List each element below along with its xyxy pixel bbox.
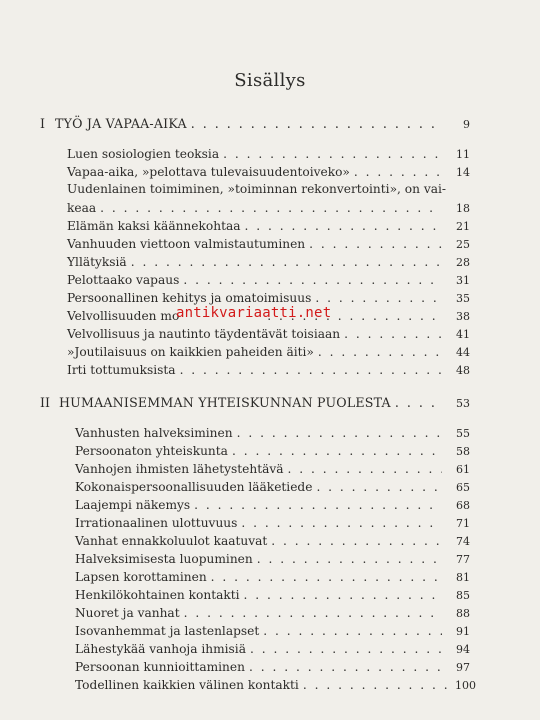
entry-title: Luen sosiologien teoksia bbox=[67, 147, 220, 161]
toc-entry bbox=[75, 587, 470, 604]
leader-dots bbox=[240, 587, 442, 603]
entry-page: 31 bbox=[456, 274, 470, 287]
part-title: HUMAANISEMMAN YHTEISKUNNAN PUOLESTA bbox=[59, 395, 391, 410]
toc-entry bbox=[75, 515, 470, 532]
leader-dots bbox=[179, 272, 442, 288]
leader-dots bbox=[207, 569, 442, 585]
entry-title: Lähestykää vanhoja ihmisiä bbox=[75, 642, 246, 656]
leader-dots bbox=[180, 605, 442, 621]
toc-entry bbox=[67, 200, 470, 217]
entry-page: 74 bbox=[456, 535, 470, 548]
entry-title: Persoonan kunnioittaminen bbox=[75, 660, 245, 674]
entry-page: 94 bbox=[456, 643, 470, 656]
entry-title: Isovanhemmat ja lastenlapset bbox=[75, 624, 260, 638]
toc-entry bbox=[67, 146, 470, 163]
leader-dots bbox=[391, 395, 442, 410]
leader-dots bbox=[311, 290, 442, 306]
part-number: II bbox=[40, 395, 50, 410]
entry-page: 71 bbox=[456, 517, 470, 530]
toc-entry bbox=[75, 461, 470, 478]
leader-dots bbox=[245, 659, 442, 675]
leader-dots bbox=[237, 515, 442, 531]
entry-page: 77 bbox=[456, 553, 470, 566]
leader-dots bbox=[241, 218, 443, 234]
entry-title: »Joutilaisuus on kaikkien paheiden äiti» bbox=[67, 345, 314, 359]
entry-page: 81 bbox=[456, 571, 470, 584]
toc-entry bbox=[67, 272, 470, 289]
entry-title: Irti tottumuksista bbox=[67, 363, 176, 377]
leader-dots bbox=[253, 551, 442, 567]
page-title: Sisällys bbox=[234, 70, 306, 91]
entry-page: 25 bbox=[456, 238, 470, 251]
entry-page: 14 bbox=[456, 166, 470, 179]
toc-entry bbox=[75, 479, 470, 496]
leader-dots bbox=[228, 443, 442, 459]
entry-page: 18 bbox=[456, 202, 470, 215]
watermark: antikvariaatti.net bbox=[176, 305, 332, 321]
part-heading-1 bbox=[40, 116, 470, 131]
toc-entry bbox=[75, 659, 470, 676]
entry-title: Vanhat ennakkoluulot kaatuvat bbox=[75, 534, 268, 548]
entry-title: Nuoret ja vanhat bbox=[75, 606, 180, 620]
toc-entry bbox=[75, 641, 470, 658]
entry-title: Persoonallinen kehitys ja omatoimisuus bbox=[67, 291, 312, 305]
entry-page: 35 bbox=[456, 292, 470, 305]
entry-title: Vanhusten halveksiminen bbox=[75, 426, 233, 440]
entry-page: 21 bbox=[456, 220, 470, 233]
entry-page: 55 bbox=[456, 427, 470, 440]
toc-entry bbox=[67, 218, 470, 235]
entry-title: Vanhuuden viettoon valmistautuminen bbox=[67, 237, 306, 251]
entry-title: keaa bbox=[67, 201, 97, 215]
entry-title: Todellinen kaikkien välinen kontakti bbox=[75, 678, 299, 692]
toc-entry bbox=[75, 605, 470, 622]
entry-title: Vapaa-aika, »pelottava tulevaisuudentoiveko» bbox=[67, 165, 350, 179]
entry-title: Velvollisuus ja nautinto täydentävät toisiaan bbox=[67, 327, 341, 341]
toc-entry bbox=[67, 344, 470, 361]
entry-page: 28 bbox=[456, 256, 470, 269]
entry-title: Velvollisuuden mo bbox=[67, 309, 180, 323]
entry-page: 68 bbox=[456, 499, 470, 512]
entry-page: 41 bbox=[456, 328, 470, 341]
entry-title: Pelottaako vapaus bbox=[67, 273, 180, 287]
toc-entry bbox=[75, 533, 470, 550]
leader-dots bbox=[350, 164, 442, 180]
part-page: 9 bbox=[463, 118, 470, 131]
leader-dots bbox=[190, 497, 442, 513]
toc-entry bbox=[75, 623, 470, 640]
entry-page: 44 bbox=[456, 346, 470, 359]
toc-entry bbox=[75, 425, 470, 442]
leader-dots bbox=[312, 479, 442, 495]
entry-page: 58 bbox=[456, 445, 470, 458]
entry-page: 97 bbox=[456, 661, 470, 674]
part-heading-2 bbox=[40, 395, 470, 410]
toc-entry bbox=[75, 677, 476, 694]
entry-title: Laajempi näkemys bbox=[75, 498, 191, 512]
entry-page: 38 bbox=[456, 310, 470, 323]
entry-page: 88 bbox=[456, 607, 470, 620]
entry-page: 48 bbox=[456, 364, 470, 377]
entry-title: Irrationaalinen ulottuvuus bbox=[75, 516, 238, 530]
toc-entry-line: Uudenlainen toimiminen, »toiminnan rekonvertointi», on vai- bbox=[67, 182, 447, 196]
entry-title: Halveksimisesta luopuminen bbox=[75, 552, 253, 566]
toc-entry bbox=[75, 443, 470, 460]
entry-page: 85 bbox=[456, 589, 470, 602]
toc-entry bbox=[75, 569, 470, 586]
entry-page: 11 bbox=[456, 148, 470, 161]
leader-dots bbox=[176, 362, 442, 378]
entry-page: 100 bbox=[455, 679, 476, 692]
entry-title: Persoonaton yhteiskunta bbox=[75, 444, 228, 458]
toc-entry bbox=[67, 254, 470, 271]
entry-page: 91 bbox=[456, 625, 470, 638]
entry-title: Lapsen korottaminen bbox=[75, 570, 207, 584]
toc-entry bbox=[75, 551, 470, 568]
entry-page: 61 bbox=[456, 463, 470, 476]
part-number: I bbox=[40, 116, 45, 131]
leader-dots bbox=[299, 677, 448, 693]
leader-dots bbox=[96, 200, 442, 216]
toc-entry bbox=[67, 362, 470, 379]
leader-dots bbox=[314, 344, 442, 360]
toc-entry bbox=[67, 236, 470, 253]
part-title: TYÖ JA VAPAA-AIKA bbox=[55, 116, 187, 131]
leader-dots bbox=[233, 425, 442, 441]
entry-title: Vanhojen ihmisten lähetystehtävä bbox=[75, 462, 284, 476]
leader-dots bbox=[127, 254, 442, 270]
entry-title: Yllätyksiä bbox=[67, 255, 127, 269]
toc-entry bbox=[67, 326, 470, 343]
toc-entry bbox=[75, 497, 470, 514]
entry-title: Elämän kaksi käännekohtaa bbox=[67, 219, 241, 233]
toc-entry bbox=[67, 164, 470, 181]
part-page: 53 bbox=[456, 397, 470, 410]
leader-dots bbox=[219, 146, 442, 162]
leader-dots bbox=[305, 236, 442, 252]
leader-dots bbox=[284, 461, 442, 477]
entry-page: 65 bbox=[456, 481, 470, 494]
leader-dots bbox=[259, 623, 442, 639]
entry-title: Henkilökohtainen kontakti bbox=[75, 588, 240, 602]
leader-dots bbox=[187, 116, 442, 131]
leader-dots bbox=[267, 533, 442, 549]
leader-dots bbox=[340, 326, 442, 342]
leader-dots bbox=[246, 641, 442, 657]
entry-title: Kokonaispersoonallisuuden lääketiede bbox=[75, 480, 313, 494]
